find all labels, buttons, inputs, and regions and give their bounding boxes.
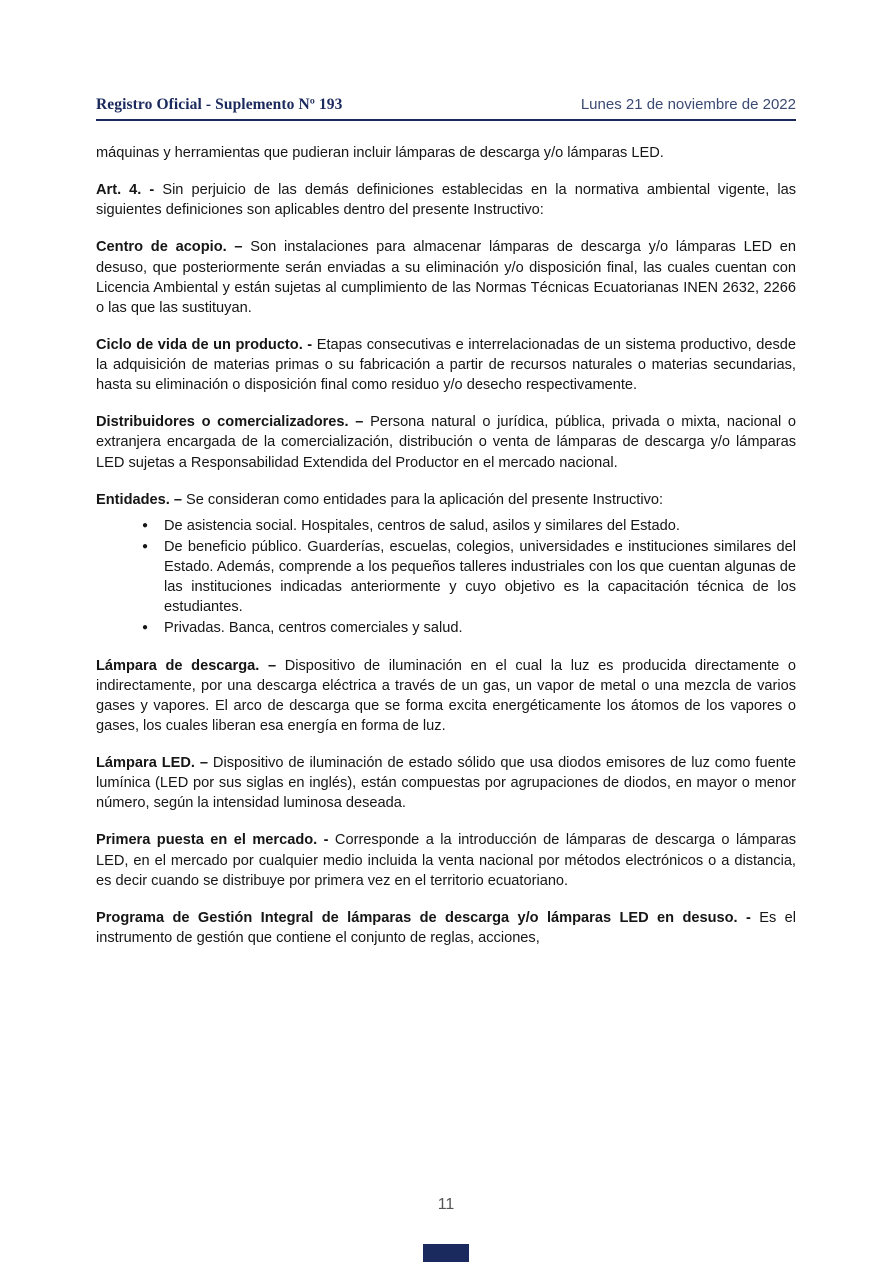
paragraph-primera-puesta xyxy=(96,830,796,890)
paragraph-lead-label: Distribuidores o comercializadores. – xyxy=(96,414,364,431)
paragraph-distribuidores xyxy=(96,412,796,472)
list-item: ● De beneficio público. Guarderías, escuelas, colegios, universidades e instituciones similares del Estado. Además, comprende a los pequeños talleres industriales con los que cuentan algunas de las instituciones indicadas anteriormente y cuyo objetivo es la capacitación técnica de los estudiantes. xyxy=(142,537,796,618)
paragraph-text: Sin perjuicio de las demás definiciones establecidas en la normativa ambiental vigente, las siguientes definiciones son aplicables dentro del presente Instructivo: xyxy=(96,182,796,219)
paragraph-lead-label: Art. 4. - xyxy=(96,182,155,199)
paragraph-text: Se consideran como entidades para la aplicación del presente Instructivo: xyxy=(181,491,664,508)
list-item: ● De asistencia social. Hospitales, centros de salud, asilos y similares del Estado. xyxy=(142,516,796,536)
footer-mark xyxy=(423,1244,469,1262)
paragraph-text: Corresponde a la introducción de lámparas de descarga o lámparas LED, en el mercado por cualquier medio incluida la venta nacional por métodos electrónicos o a distancia, es decir cuando se distribuye por primera vez en el territorio ecuatoriano. xyxy=(96,832,796,889)
paragraph-text: Son instalaciones para almacenar lámparas de descarga y/o lámparas LED en desuso, que posteriormente serán enviadas a su eliminación y/o disposición final, las cuales cuentan con Licencia Ambiental y están sujetas al cumplimiento de las Normas Técnicas Ecuatorianas INEN 2632, 2266 o las que las sustituyan. xyxy=(96,239,797,316)
paragraph-entidades xyxy=(96,490,796,510)
page-content xyxy=(96,96,796,965)
paragraph-lampara-descarga xyxy=(96,656,796,737)
list-item: ● Privadas. Banca, centros comerciales y salud. xyxy=(142,618,796,638)
paragraph-text: Persona natural o jurídica, pública, privada o mixta, nacional o extranjera encargada de la comercialización, distribución o venta de lámparas de descarga y/o lámparas LED sujetas a Responsabilidad Extendida del Productor en el mercado nacional. xyxy=(96,414,796,471)
paragraph-lead-label: Primera puesta en el mercado. - xyxy=(96,832,329,849)
page-header xyxy=(96,96,796,121)
paragraph-programa-gestion xyxy=(96,908,796,948)
paragraph-continuacion xyxy=(96,143,796,163)
page-number: 11 xyxy=(437,1196,455,1213)
paragraph-text: Es el instrumento de gestión que contiene el conjunto de reglas, acciones, xyxy=(96,909,797,946)
document-body xyxy=(96,143,796,948)
paragraph-lead-label: Centro de acopio. – xyxy=(96,239,243,256)
paragraph-text: Etapas consecutivas e interrelacionadas de un sistema productivo, desde la adquisición de materias primas o su fabricación a partir de recursos naturales o materias secundarias, hasta su eliminación o disposición final como residuo y/o desecho respectivamente. xyxy=(96,336,796,394)
paragraph-text: máquinas y herramientas que pudieran incluir lámparas de descarga y/o lámparas LED. xyxy=(96,145,664,161)
paragraph-centro-de-acopio xyxy=(96,237,796,318)
paragraph-ciclo-de-vida xyxy=(96,335,796,395)
paragraph-text: Dispositivo de iluminación en el cual la luz es producida directamente o indirectamente, por una descarga eléctrica a través de un gas, un vapor de metal o una mezcla de varios gases y vapores. El arco de descarga que se forma excita energéticamente los átomos de los vapores o gases, los cuales liberan esa energía en forma de luz. xyxy=(96,657,796,734)
header-publication-title: Registro Oficial - Suplemento Nº 193 xyxy=(96,96,343,113)
paragraph-lampara-led xyxy=(96,753,796,813)
entidades-list xyxy=(96,516,796,639)
header-date: Lunes 21 de noviembre de 2022 xyxy=(580,96,796,113)
paragraph-lead-label: Entidades. – xyxy=(96,491,182,508)
paragraph-art-4 xyxy=(96,180,796,220)
paragraph-lead-label: Lámpara LED. – xyxy=(96,755,209,771)
paragraph-lead-label: Programa de Gestión Integral de lámparas de descarga y/o lámparas LED en desuso. - xyxy=(96,909,751,926)
paragraph-lead-label: Lámpara de descarga. – xyxy=(96,657,277,674)
paragraph-lead-label: Ciclo de vida de un producto. - xyxy=(96,336,313,353)
paragraph-text: Dispositivo de iluminación de estado sólido que usa diodos emisores de luz como fuente lumínica (LED por sus siglas en inglés), están compuestas por agrupaciones de diodos, en mayor o menor número, según la intensidad luminosa deseada. xyxy=(96,755,796,812)
